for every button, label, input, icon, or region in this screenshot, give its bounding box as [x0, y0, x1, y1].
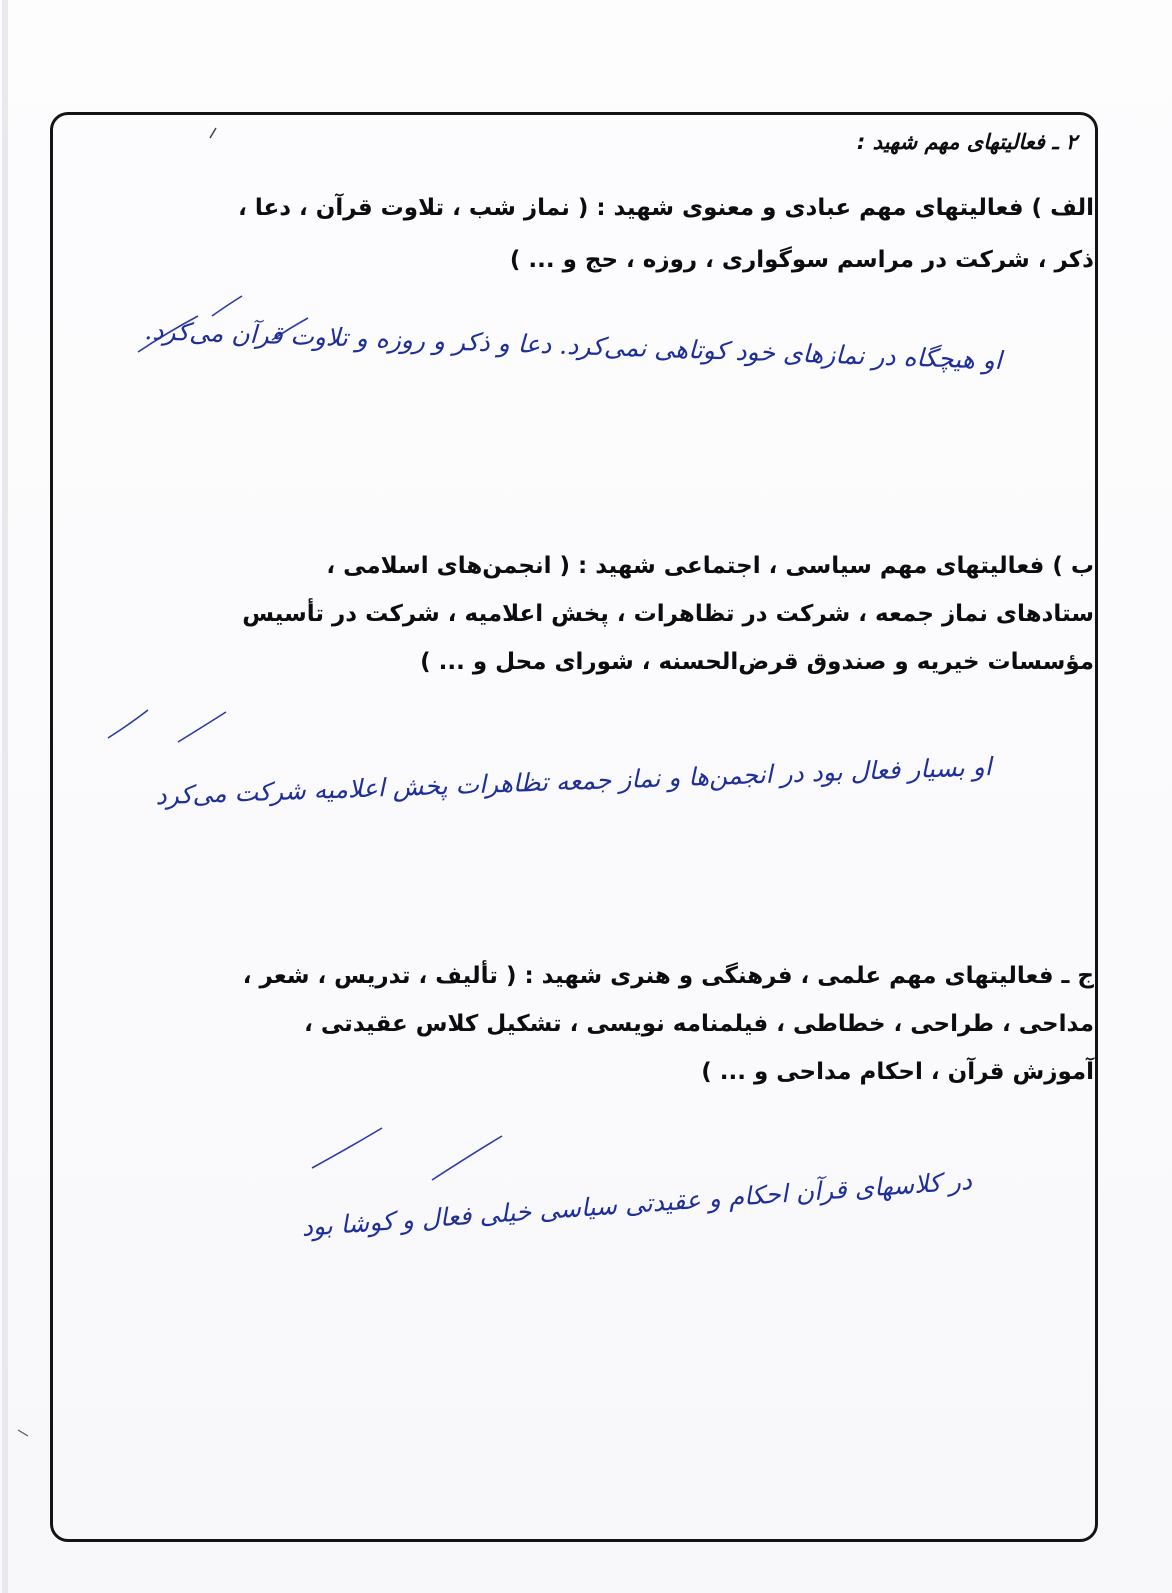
- question-line: مؤسسات خیریه و صندوق قرض‌الحسنه ، شورای محل و ... ): [420, 649, 1094, 675]
- question-line: مداحی ، طراحی ، خطاطی ، فیلمنامه نویسی ، تشکیل کلاس عقیدتی ،: [304, 1011, 1094, 1037]
- handwritten-answer-c: در کلاسهای قرآن احکام و عقیدتی سیاسی خیلی فعال و کوشا بود: [300, 1166, 974, 1242]
- question-line: ذکر ، شرکت در مراسم سوگواری ، روزه ، حج و ... ): [509, 247, 1094, 273]
- section-a-question: [84, 190, 1094, 278]
- question-line: الف ) فعالیتهای مهم عبادی و معنوی شهید : ( نماز شب ، تلاوت قرآن ، دعا ،: [238, 195, 1094, 221]
- section-heading: ۲ ـ فعالیتهای مهم شهید :: [856, 130, 1077, 154]
- question-line: ستادهای نماز جمعه ، شرکت در تظاهرات ، پخش اعلامیه ، شرکت در تأسیس: [242, 601, 1094, 627]
- question-line: ج ـ فعالیتهای مهم علمی ، فرهنگی و هنری شهید : ( تألیف ، تدریس ، شعر ،: [242, 963, 1094, 989]
- question-line: آموزش قرآن ، احکام مداحی و ... ): [701, 1059, 1094, 1085]
- section-c-question: [84, 958, 1094, 1090]
- question-line: ب ) فعالیتهای مهم سیاسی ، اجتماعی شهید : ( انجمن‌های اسلامی ،: [326, 553, 1094, 579]
- handwritten-answer-b: او بسیار فعال بود در انجمن‌ها و نماز جمعه تظاهرات پخش اعلامیه شرکت می‌کرد: [155, 752, 993, 811]
- handwritten-answer-a: او هیچگاه در نمازهای خود کوتاهی نمی‌کرد. دعا و ذکر و روزه و تلاوت قرآن می‌کرد.: [144, 316, 1003, 375]
- section-b-question: [84, 548, 1094, 680]
